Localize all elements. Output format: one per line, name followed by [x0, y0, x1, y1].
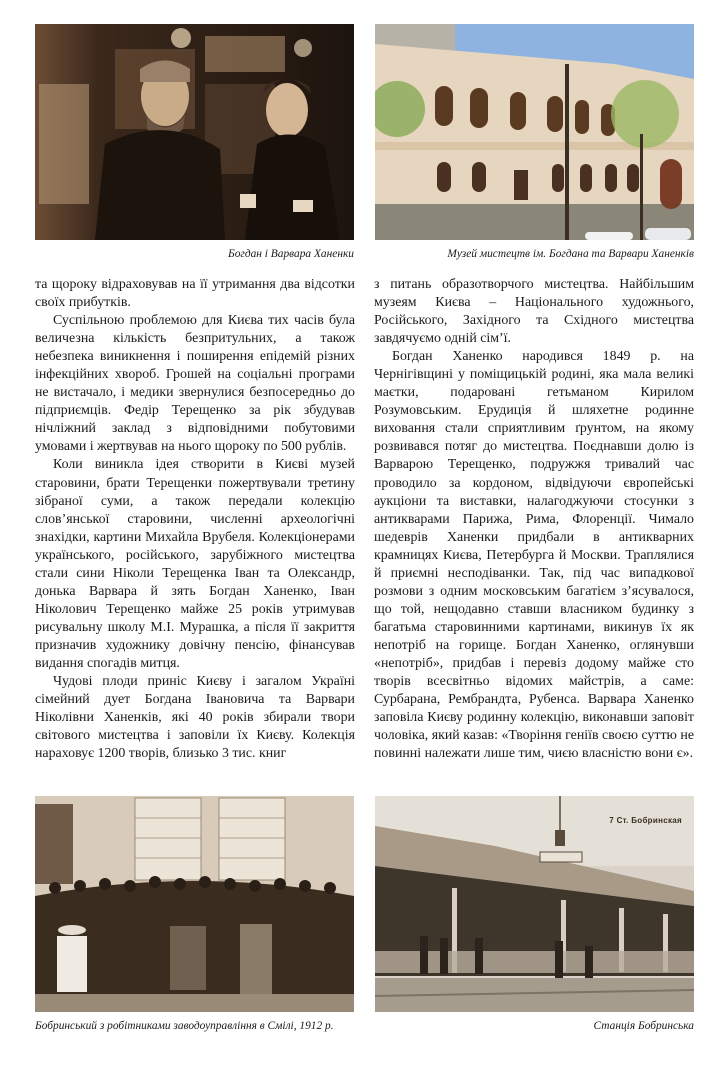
caption-khanenko-museum: Музей мистецтв ім. Богдана та Варвари Ханенків [447, 248, 694, 260]
paragraph: з питань образотворчого мистецтва. Найбільшим музеям Києва – Національного художнього, Російського, Західного та Східного мистецтва завдячуємо одній сім’ї. [374, 277, 694, 347]
postcard-inscription: 7 Ст. Бобринская [609, 816, 682, 825]
photo-bobrinsky-workers [35, 796, 354, 1012]
photo-khanenko-museum-image [375, 24, 694, 240]
photo-khanenko-couple [35, 24, 354, 240]
text-column-left [35, 276, 355, 763]
photo-khanenko-museum [375, 24, 694, 240]
text-column-right [374, 276, 694, 763]
photo-bobrinska-station [375, 796, 694, 1012]
paragraph: Чудові плоди приніс Києву і загалом Україні сімейний дует Богдана Івановича та Варвари Ніколівни Ханенків, які 40 років збирали твори світового мистецтва і заповіли їх Києву. Колекція нараховує 1200 творів, близько 3 тис. книг [35, 674, 355, 762]
paragraph: Суспільною проблемою для Києва тих часів була величезна кількість безпритульних, а також небезпека виникнення і поширення епідемій різних інфекційних хвороб. Грошей на соціальні програми не вистачало, і медики звернулися безпосередньо до підприємців. Федір Терещенко за рік збудував нічліжний заклад з відповідними побутовими умовами і жертвував на нього щороку по 500 рублів. [35, 313, 355, 455]
caption-bobrinsky-workers: Бобринський з робітниками заводоуправління в Смілі, 1912 р. [35, 1020, 334, 1032]
photo-khanenko-couple-image [35, 24, 354, 240]
caption-khanenko-couple: Богдан і Варвара Ханенки [227, 248, 354, 260]
paragraph: та щороку відраховував на її утримання два відсотки своїх прибутків. [35, 277, 355, 311]
photo-bobrinsky-workers-image [35, 796, 354, 1012]
paragraph: Богдан Ханенко народився 1849 р. на Чернігівщині у поміщицькій родині, яка мала великі маєтки, подаровані гетьманом Кирилом Розумовським. Ерудиція й шляхетне родинне виховання стали сприятливим ґрунтом, на якому розвивався потяг до мистецтва. Поєднавши долю із Варварою Терещенко, подружжя тривалий час проводило за кордоном, відвідуючи європейські аукціони та виставки, налагоджуючи стосунки з антикварами Парижа, Рима, Флоренції. Чимало шедеврів Ханенки придбали в антикварних крамницях Києва, Петербурга й Москви. Траплялися й приємні несподіванки. Так, під час випадкової розмови з одним московським багатієм з’ясувалося, що той, нещодавно ставши власником будинку з багатьма старовинними картинами, викинув їх як непотріб на горище. Богдан Ханенко, оглянувши «непотріб», придбав і перевіз додому майже сто творів всесвітньо відомих майстрів, а саме: Сурбарана, Рембрандта, Рубенса. Варвара Ханенко заповіла Києву родинну колекцію, виконавши заповіт чоловіка, який казав: «Творіння геніїв своєю суттю не повинні належати лише тим, чиєю власністю вони є». [374, 349, 694, 762]
paragraph: Коли виникла ідея створити в Києві музей старовини, брати Терещенки пожертвували третину зібраної суми, а також передали колекцію слов’янської старовини, численні археологічні знахідки, картини Михайла Врубеля. Колекціонерами українського, російського, зарубіжного мистецтва стали сини Ніколи Терещенка Іван та Олександр, донька Варвара й зять Богдан Ханенко, Іван Ніколович Терещенко майже 25 років утримував рисувальну школу М.І. Мурашка, а після її закриття призначив художнику довічну пенсію, фінансував видання спогадів митця. [35, 457, 355, 671]
caption-bobrinska-station: Станція Бобринська [593, 1020, 694, 1032]
photo-bobrinska-station-image [375, 796, 694, 1012]
